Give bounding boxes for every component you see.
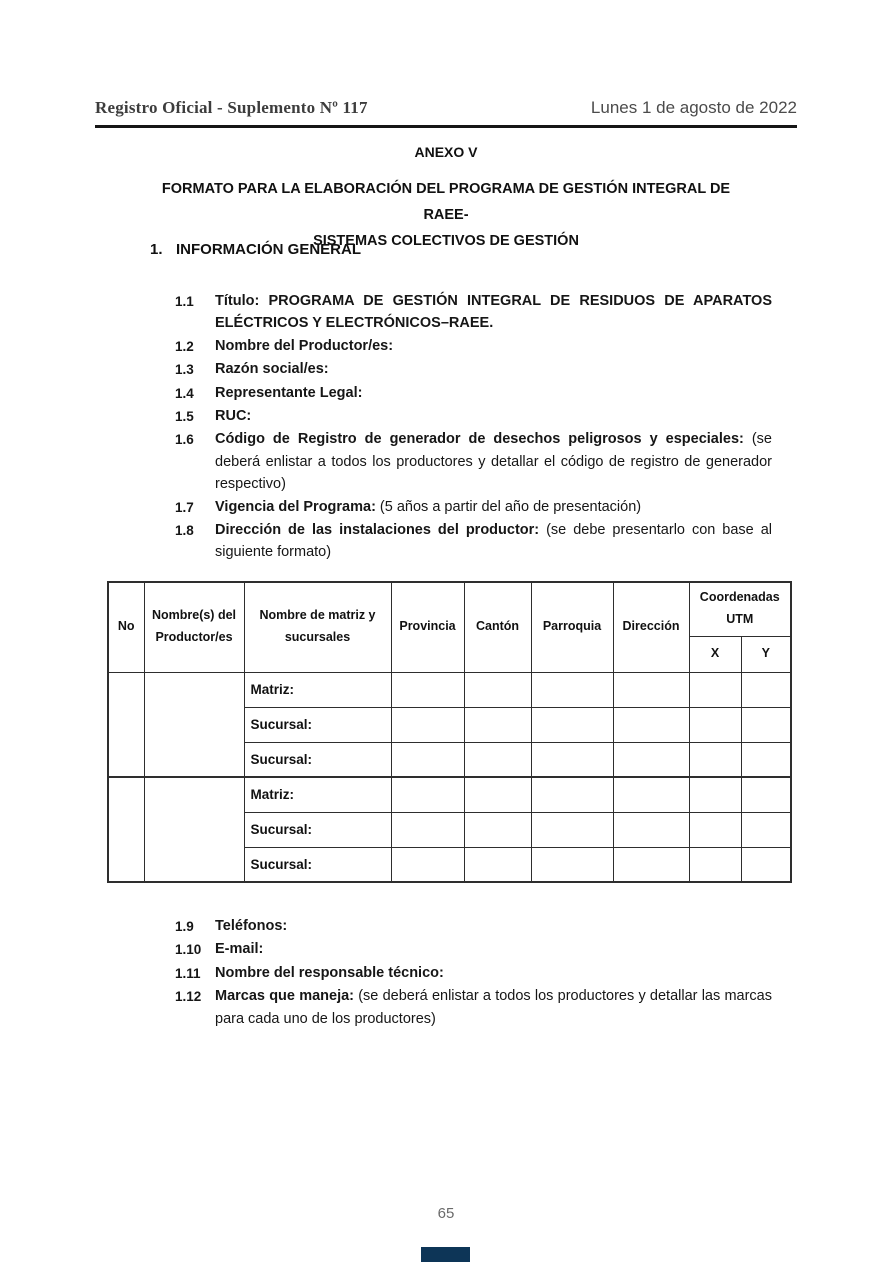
list-item-1-12	[175, 985, 772, 1030]
anexo-title: ANEXO V	[414, 144, 478, 160]
empty-cell	[689, 812, 741, 847]
row-label-sucursal: Sucursal:	[244, 707, 391, 742]
empty-cell	[531, 847, 613, 882]
empty-cell	[391, 812, 464, 847]
page-header	[95, 98, 797, 128]
footer-accent-bar	[421, 1247, 470, 1262]
empty-cell	[741, 742, 791, 777]
item-text: Razón social/es:	[215, 361, 329, 378]
empty-cell	[464, 812, 531, 847]
empty-cell	[613, 672, 689, 707]
item-text: E-mail:	[215, 941, 264, 958]
list-item-1-4	[175, 382, 772, 405]
cell-no-group1	[108, 672, 144, 777]
list-item-1-11	[175, 962, 772, 985]
numbered-list-contact-info	[175, 915, 772, 1030]
col-header-matrix-branches: Nombre de matriz y sucursales	[244, 582, 391, 672]
empty-cell	[613, 742, 689, 777]
list-item-1-6	[175, 428, 772, 495]
page-number: 65	[437, 1205, 455, 1222]
empty-cell	[689, 707, 741, 742]
item-number: 1.4	[175, 385, 194, 401]
list-item-1-1	[175, 290, 772, 335]
row-label-sucursal: Sucursal:	[244, 847, 391, 882]
empty-cell	[741, 847, 791, 882]
item-text: Nombre del Productor/es:	[215, 337, 394, 354]
empty-cell	[613, 707, 689, 742]
producer-locations-table	[107, 581, 792, 883]
row-label-matriz: Matriz:	[244, 672, 391, 707]
empty-cell	[391, 742, 464, 777]
col-header-no: No	[108, 582, 144, 672]
item-text: Título: PROGRAMA DE GESTIÓN INTEGRAL DE RESIDUOS DE APARATOS ELÉCTRICOS Y ELECTRÓNICOS–RAEE.	[215, 293, 772, 332]
empty-cell	[464, 847, 531, 882]
item-text: Nombre del responsable técnico:	[215, 964, 444, 981]
row-label-matriz: Matriz:	[244, 777, 391, 812]
section-title: INFORMACIÓN GENERAL	[176, 241, 361, 258]
col-header-utm-y: Y	[741, 636, 791, 672]
cell-producer-group1	[144, 672, 244, 777]
header-date: Lunes 1 de agosto de 2022	[590, 98, 797, 117]
item-text: Vigencia del Programa: (5 años a partir del año de presentación)	[215, 498, 642, 515]
item-number: 1.10	[175, 942, 202, 958]
table-row	[108, 672, 791, 707]
col-header-province: Provincia	[391, 582, 464, 672]
item-number: 1.6	[175, 432, 194, 448]
row-label-sucursal: Sucursal:	[244, 742, 391, 777]
col-header-address: Dirección	[613, 582, 689, 672]
col-header-utm-x: X	[689, 636, 741, 672]
item-number: 1.2	[175, 338, 194, 354]
item-number: 1.7	[175, 499, 194, 515]
list-item-1-5	[175, 405, 772, 428]
item-number: 1.3	[175, 362, 194, 378]
item-number: 1.11	[175, 965, 201, 981]
empty-cell	[613, 777, 689, 812]
item-number: 1.9	[175, 919, 194, 934]
empty-cell	[391, 777, 464, 812]
empty-cell	[391, 847, 464, 882]
item-number: 1.8	[175, 523, 194, 539]
empty-cell	[531, 742, 613, 777]
empty-cell	[391, 707, 464, 742]
empty-cell	[741, 672, 791, 707]
empty-cell	[689, 672, 741, 707]
item-text: Código de Registro de generador de desechos peligrosos y especiales: (se deberá enlistar a todos los productores y detallar el código de registro de generador respectivo)	[215, 431, 772, 493]
list-item-1-10	[175, 938, 772, 961]
empty-cell	[464, 777, 531, 812]
empty-cell	[741, 812, 791, 847]
list-item-1-3	[175, 358, 772, 381]
empty-cell	[613, 812, 689, 847]
section-number: 1.	[150, 241, 163, 258]
list-item-1-9	[175, 915, 772, 938]
empty-cell	[464, 707, 531, 742]
col-header-canton: Cantón	[464, 582, 531, 672]
col-header-producer-name: Nombre(s) del Productor/es	[144, 582, 244, 672]
item-text: RUC:	[215, 408, 252, 425]
empty-cell	[531, 672, 613, 707]
list-item-1-8	[175, 519, 772, 564]
item-text: Teléfonos:	[215, 918, 288, 934]
empty-cell	[391, 672, 464, 707]
item-number: 1.5	[175, 409, 194, 425]
item-number: 1.12	[175, 989, 202, 1005]
item-text: Marcas que maneja: (se deberá enlistar a todos los productores y detallar las marcas para cada uno de los productores)	[215, 988, 772, 1027]
col-header-utm-coordinates: Coordenadas UTM	[689, 582, 791, 636]
empty-cell	[741, 777, 791, 812]
empty-cell	[689, 777, 741, 812]
empty-cell	[531, 812, 613, 847]
row-label-sucursal: Sucursal:	[244, 812, 391, 847]
empty-cell	[613, 847, 689, 882]
empty-cell	[464, 672, 531, 707]
header-publication-title: Registro Oficial - Suplemento Nº 117	[95, 98, 368, 117]
col-header-parish: Parroquia	[531, 582, 613, 672]
empty-cell	[689, 742, 741, 777]
empty-cell	[741, 707, 791, 742]
document-title-line-1: FORMATO PARA LA ELABORACIÓN DEL PROGRAMA DE GESTIÓN INTEGRAL DE RAEE-	[161, 181, 731, 223]
empty-cell	[689, 847, 741, 882]
empty-cell	[531, 777, 613, 812]
document-title-line-2: SISTEMAS COLECTIVOS DE GESTIÓN	[313, 233, 579, 249]
item-text: Dirección de las instalaciones del productor: (se debe presentarlo con base al siguiente formato)	[215, 522, 772, 561]
empty-cell	[531, 707, 613, 742]
cell-producer-group2	[144, 777, 244, 882]
empty-cell	[464, 742, 531, 777]
list-item-1-7	[175, 496, 772, 519]
item-number: 1.1	[175, 294, 194, 309]
item-text: Representante Legal:	[215, 384, 363, 401]
section-heading	[150, 241, 361, 258]
cell-no-group2	[108, 777, 144, 882]
list-item-1-2	[175, 335, 772, 358]
numbered-list-general-info	[175, 290, 772, 564]
table-row	[108, 777, 791, 812]
